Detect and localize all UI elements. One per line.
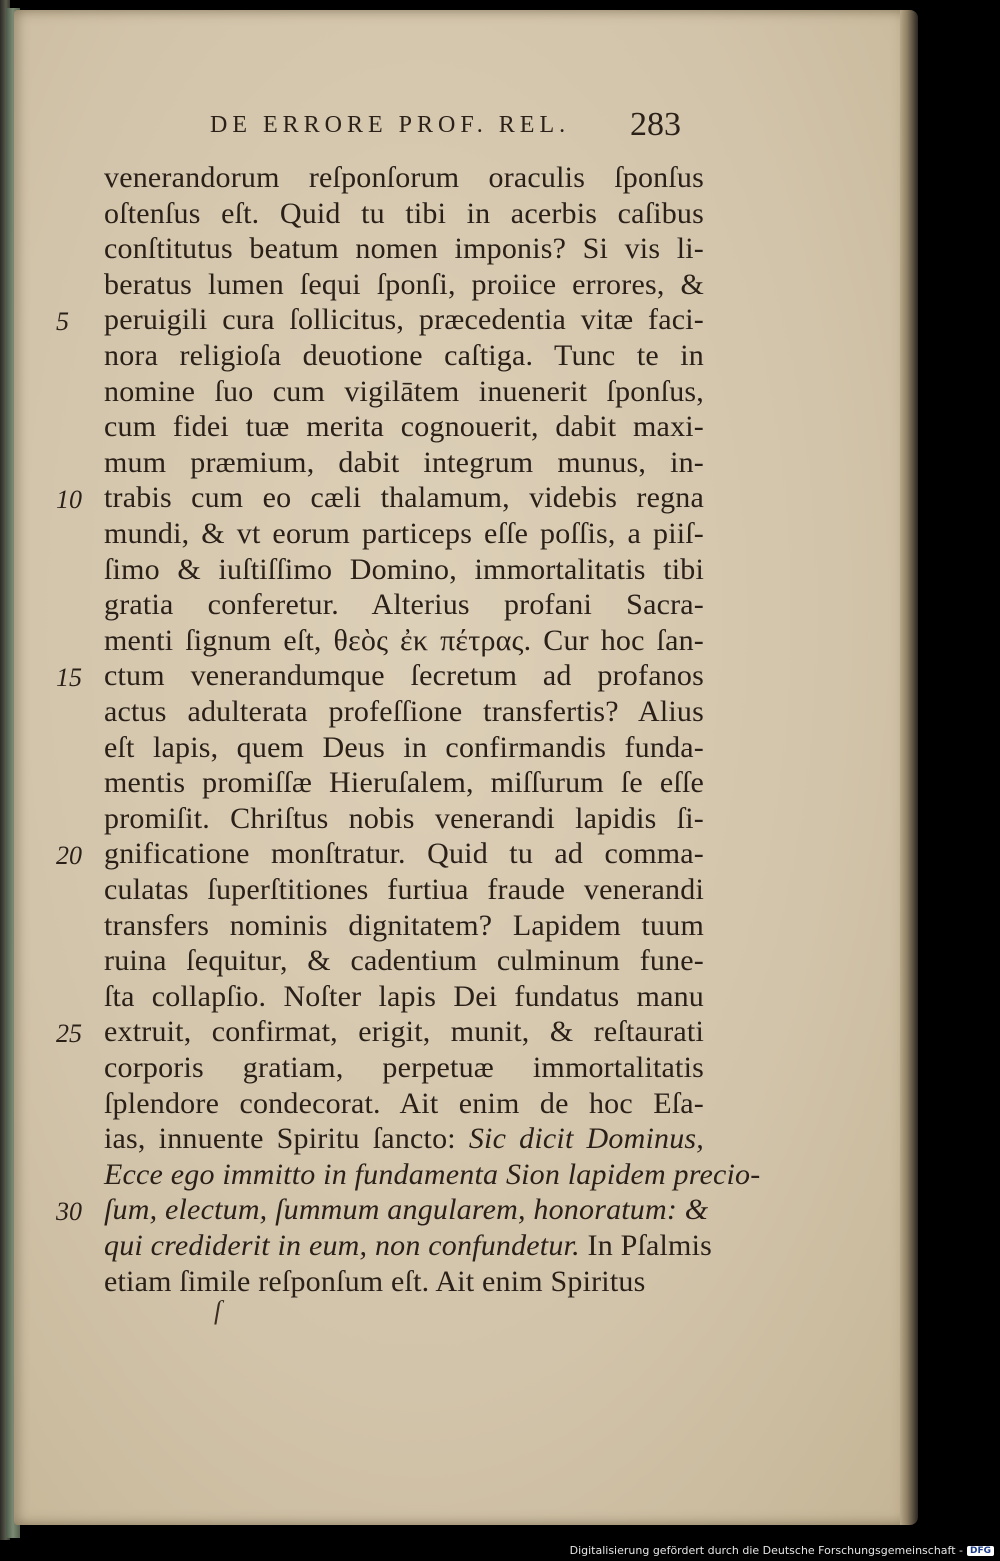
roman-span: venerandorum reſponſorum oraculis ſponſus bbox=[104, 161, 704, 194]
text-line bbox=[104, 979, 704, 1014]
roman-span: gratia conferetur. Alterius profani Sacra- bbox=[104, 588, 704, 622]
roman-span: In Pſalmis bbox=[587, 1229, 713, 1262]
roman-span: oſtenſus eſt. Quid tu tibi in acerbis caſibus bbox=[104, 196, 704, 230]
text-line bbox=[104, 1157, 761, 1192]
page-edge bbox=[900, 10, 918, 1525]
line-number: 15 bbox=[56, 663, 82, 693]
roman-span: trabis cum eo cæli thalamum, videbis regna bbox=[104, 481, 704, 515]
roman-span: conſtitutus beatum nomen imponis? Si vis li- bbox=[104, 232, 704, 266]
text-line bbox=[104, 516, 704, 551]
text-line bbox=[104, 1228, 713, 1263]
text-line bbox=[104, 552, 704, 587]
text-line bbox=[104, 836, 704, 871]
roman-span: transfers nominis dignitatem? Lapidem tuum bbox=[104, 908, 704, 942]
text-line bbox=[104, 338, 704, 373]
dfg-logo: DFG bbox=[967, 1546, 994, 1556]
line-number: 25 bbox=[56, 1019, 82, 1049]
page-header bbox=[210, 106, 710, 152]
line-number: 20 bbox=[56, 841, 82, 871]
text-line bbox=[104, 872, 704, 907]
roman-span: ſta collapſio. Noſter lapis Dei fundatus manu bbox=[104, 979, 704, 1013]
roman-span: peruigili cura ſollicitus, præcedentia vitæ faci- bbox=[104, 303, 704, 337]
line-number: 30 bbox=[56, 1197, 82, 1227]
roman-span: culatas ſuperſtitiones furtiua fraude venerandi bbox=[104, 873, 704, 906]
text-line bbox=[104, 623, 704, 658]
roman-span: cum fidei tuæ merita cognouerit, dabit maxi- bbox=[104, 410, 704, 444]
running-title: DE ERRORE PROF. REL. bbox=[210, 112, 571, 138]
text-line bbox=[104, 943, 704, 978]
text-line bbox=[104, 1264, 704, 1299]
text-line bbox=[104, 765, 704, 800]
text-line bbox=[104, 1086, 704, 1121]
roman-span: menti ſignum eſt, θεὸς ἐκ πέτρας. Cur hoc ſan- bbox=[104, 623, 704, 657]
line-number: 10 bbox=[56, 485, 82, 515]
text-line bbox=[104, 587, 704, 622]
text-line bbox=[104, 409, 704, 444]
text-line bbox=[104, 1050, 704, 1085]
text-line bbox=[104, 480, 704, 515]
roman-span: ruina ſequitur, & cadentium culminum fune- bbox=[104, 944, 704, 978]
roman-span: eſt lapis, quem Deus in confirmandis funda- bbox=[104, 730, 704, 764]
text-line bbox=[104, 1014, 704, 1049]
roman-span: ſplendore condecorat. Ait enim de hoc Eſa- bbox=[104, 1086, 704, 1120]
roman-span: actus adulterata profeſſione transfertis? Alius bbox=[104, 695, 704, 728]
roman-span: beratus lumen ſequi ſponſi, proiice errores, & bbox=[104, 267, 704, 301]
text-line bbox=[104, 267, 704, 302]
roman-span: extruit, confirmat, erigit, munit, & reſtaurati bbox=[104, 1015, 704, 1049]
italic-span: qui crediderit in eum, non confundetur. bbox=[104, 1229, 588, 1262]
text-line bbox=[104, 1121, 704, 1156]
signature-mark: ſ bbox=[214, 1296, 222, 1325]
folio-number: 283 bbox=[630, 106, 681, 143]
text-line bbox=[104, 801, 704, 836]
text-line bbox=[104, 160, 704, 195]
roman-span: promiſit. Chriſtus nobis venerandi lapidis ſi- bbox=[104, 801, 704, 835]
roman-span: corporis gratiam, perpetuæ immortalitatis bbox=[104, 1051, 704, 1084]
footer-text: Digitalisierung gefördert durch die Deutsche Forschungsgemeinschaft - bbox=[569, 1544, 963, 1557]
italic-span: ſum, electum, ſummum angularem, honoratum: & bbox=[104, 1193, 709, 1227]
text-line bbox=[104, 231, 704, 266]
text-line bbox=[104, 908, 704, 943]
roman-span: mundi, & vt eorum particeps eſſe poſſis, a piiſ- bbox=[104, 517, 704, 550]
roman-span: nomine ſuo cum vigilātem inuenerit ſponſus, bbox=[104, 374, 704, 408]
text-line bbox=[104, 658, 704, 693]
roman-span: ſimo & iuſtiſſimo Domino, immortalitatis tibi bbox=[104, 552, 704, 586]
roman-span: mum præmium, dabit integrum munus, in- bbox=[104, 445, 704, 479]
line-number: 5 bbox=[56, 307, 69, 337]
text-line bbox=[104, 445, 704, 480]
roman-span: mentis promiſſæ Hieruſalem, miſſurum ſe eſſe bbox=[104, 766, 704, 800]
text-line bbox=[104, 196, 704, 231]
digitization-footer bbox=[570, 1544, 994, 1557]
roman-span: etiam ſimile reſponſum eſt. Ait enim Spiritus bbox=[104, 1264, 646, 1298]
text-line bbox=[104, 374, 704, 409]
text-line bbox=[104, 302, 704, 337]
text-line bbox=[104, 694, 704, 729]
text-line bbox=[104, 1192, 709, 1227]
roman-span: gnificatione monſtratur. Quid tu ad comma- bbox=[104, 837, 704, 871]
roman-span: ias, innuente Spiritu ſancto: bbox=[104, 1122, 469, 1156]
italic-span: Sic dicit Dominus, bbox=[468, 1122, 704, 1156]
roman-span: ctum venerandumque ſecretum ad profanos bbox=[104, 659, 704, 693]
text-line bbox=[104, 730, 704, 765]
italic-span: Ecce ego immitto in fundamenta Sion lapidem precio- bbox=[104, 1157, 761, 1191]
roman-span: nora religioſa deuotione caſtiga. Tunc te in bbox=[104, 339, 704, 372]
